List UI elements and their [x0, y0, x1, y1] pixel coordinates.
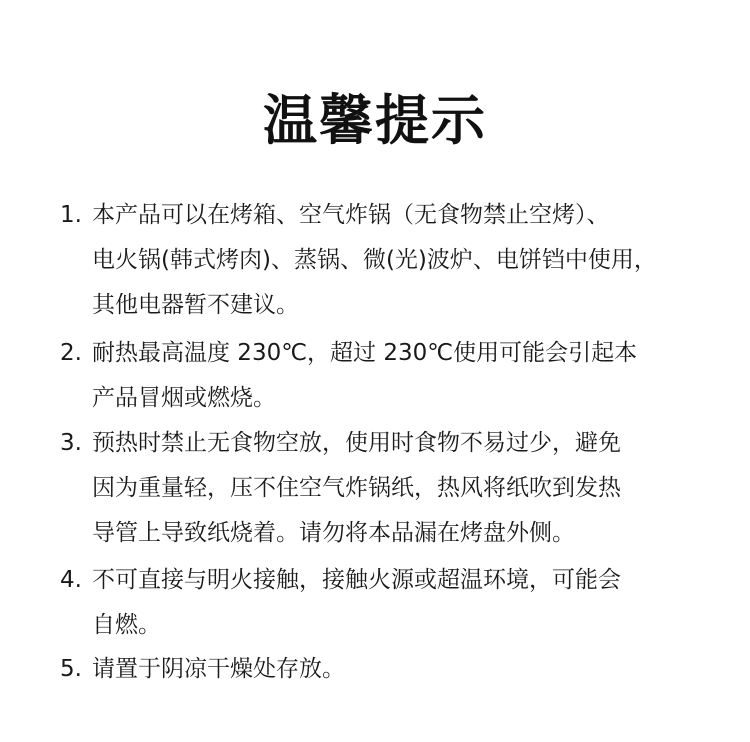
tip-line: 预热时禁止无食物空放，使用时食物不易过少，避免	[92, 430, 621, 456]
tip-number: 2.	[60, 340, 82, 366]
tip-line: 其他电器暂不建议。	[92, 292, 299, 318]
tip-line: 导管上导致纸烧着。请勿将本品漏在烤盘外侧。	[92, 520, 575, 546]
tip-number: 3.	[60, 430, 82, 456]
tip-number: 4.	[60, 567, 82, 593]
tip-line: 请置于阴凉干燥处存放。	[92, 656, 345, 682]
tip-line: 不可直接与明火接触，接触火源或超温环境，可能会	[92, 567, 621, 593]
page-title: 温馨提示	[263, 89, 487, 152]
tip-line: 产品冒烟或燃烧。	[92, 385, 276, 411]
tip-line: 本产品可以在烤箱、空气炸锅（无食物禁止空烤）、	[92, 202, 610, 228]
tip-number: 5.	[60, 656, 82, 682]
tip-number: 1.	[60, 202, 82, 228]
tip-line: 因为重量轻，压不住空气炸锅纸，热风将纸吹到发热	[92, 475, 621, 501]
tip-line: 自燃。	[92, 612, 161, 638]
tip-line: 耐热最高温度 230℃，超过 230℃使用可能会引起本	[92, 340, 638, 366]
tip-line: 电火锅(韩式烤肉)、蒸锅、微(光)波炉、电饼铛中使用，	[92, 247, 657, 273]
